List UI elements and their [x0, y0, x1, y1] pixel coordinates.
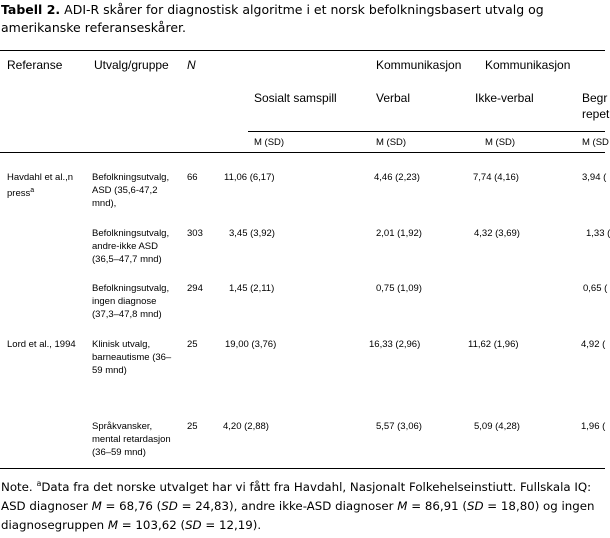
row5-nonverbal: 5,09 (4,28)	[474, 421, 520, 432]
row1-restricted: 3,94 (	[582, 172, 607, 183]
row4-restricted: 4,92 (	[581, 339, 606, 350]
msd-social: M (SD)	[254, 137, 285, 148]
row2-social: 3,45 (3,92)	[229, 228, 275, 239]
table-top-rule	[0, 50, 605, 51]
note-sd1: SD	[161, 498, 178, 513]
row4-social: 19,00 (3,76)	[225, 339, 277, 350]
table-note	[1, 474, 605, 535]
row1-verbal: 4,46 (2,23)	[374, 172, 420, 183]
row2-nonverbal: 4,32 (3,69)	[474, 228, 520, 239]
row3-restricted: 0,65 (	[583, 283, 608, 294]
header-restricted-1: Begr	[582, 91, 608, 105]
row3-social: 1,45 (2,11)	[229, 283, 275, 294]
header-reference: Referanse	[7, 58, 63, 72]
header-bottom-rule	[0, 152, 605, 153]
row4-reference: Lord et al., 1994	[7, 339, 76, 350]
msd-restricted: M (SD	[582, 137, 609, 148]
note-v3b: = 12,19).	[205, 517, 262, 532]
row3-n: 294	[187, 283, 203, 294]
msd-nonverbal: M (SD)	[485, 137, 516, 148]
table-caption	[1, 1, 601, 37]
note-sd3: SD	[185, 517, 202, 532]
header-n: N	[187, 58, 196, 72]
header-verbal: Verbal	[376, 91, 411, 105]
note-sd2: SD	[466, 498, 484, 513]
note-prefix: Note.	[1, 479, 33, 494]
row3-verbal: 0,75 (1,09)	[376, 283, 422, 294]
row5-restricted: 1,96 (	[581, 421, 606, 432]
note-v3: = 103,62 (	[121, 517, 186, 532]
row4-n: 25	[187, 339, 198, 350]
row1-sample: Befolkningsutvalg, ASD (35,6-47,2 mnd),	[92, 172, 170, 209]
caption-text: ADI-R skårer for diagnostisk algoritme i et norsk befolkningsbasert utvalg og amerikanske referanseskårer.	[1, 2, 544, 35]
row2-restricted: 1,33 (	[586, 228, 610, 239]
header-restricted-2: repet	[582, 107, 610, 121]
row5-verbal: 5,57 (3,06)	[376, 421, 422, 432]
row1-nonverbal: 7,74 (4,16)	[473, 172, 519, 183]
note-v2b: = 18,80) og ingen diagnosegruppen	[1, 498, 595, 532]
row3-sample: Befolkningsutvalg, ingen diagnose (37,3–47,8 mnd)	[92, 283, 170, 320]
header-sample: Utvalg/gruppe	[94, 58, 169, 72]
row4-nonverbal: 11,62 (1,96)	[468, 339, 519, 350]
note-v2: = 86,91 (	[411, 498, 467, 513]
row4-verbal: 16,33 (2,96)	[369, 339, 421, 350]
row1-n: 66	[187, 172, 198, 183]
header-nonverbal: Ikke-verbal	[475, 91, 534, 105]
row1-reference: Havdahl et al.,n press$^a$	[7, 172, 74, 200]
header-social: Sosialt samspill	[254, 91, 337, 105]
note-v1b: = 24,83), andre ikke-ASD diagnoser	[181, 498, 394, 513]
note-m2: M	[397, 498, 408, 513]
row2-sample: Befolkningsutvalg, andre-ikke ASD (36,5–47,7 mnd)	[92, 228, 170, 265]
note-v1: = 68,76 (	[105, 498, 162, 513]
row5-sample: Språkvansker, mental retardasjon (36–59 mnd)	[92, 421, 171, 458]
caption-label: Tabell 2.	[1, 2, 61, 17]
row4-sample: Klinisk utvalg, barneautisme (36–59 mnd)	[92, 339, 172, 376]
note-part1: Data fra det norske utvalget har vi fått fra Havdahl, Nasjonalt Folkehelseinstiutt. Fullskala IQ: ASD diagnoser	[1, 479, 592, 513]
msd-verbal: M (SD)	[376, 137, 407, 148]
table-bottom-rule	[0, 468, 605, 469]
note-m1: M	[91, 498, 102, 513]
note-sup: a	[36, 479, 42, 488]
row2-n: 303	[187, 228, 203, 239]
row1-social: 11,06 (6,17)	[224, 172, 275, 183]
row5-n: 25	[187, 421, 198, 432]
note-m3: M	[107, 517, 119, 532]
header-communication-1: Kommunikasjon	[376, 58, 462, 72]
row5-social: 4,20 (2,88)	[223, 421, 269, 432]
header-communication-2: Kommunikasjon	[485, 58, 571, 72]
row2-verbal: 2,01 (1,92)	[376, 228, 422, 239]
header-sub-rule	[248, 131, 605, 132]
